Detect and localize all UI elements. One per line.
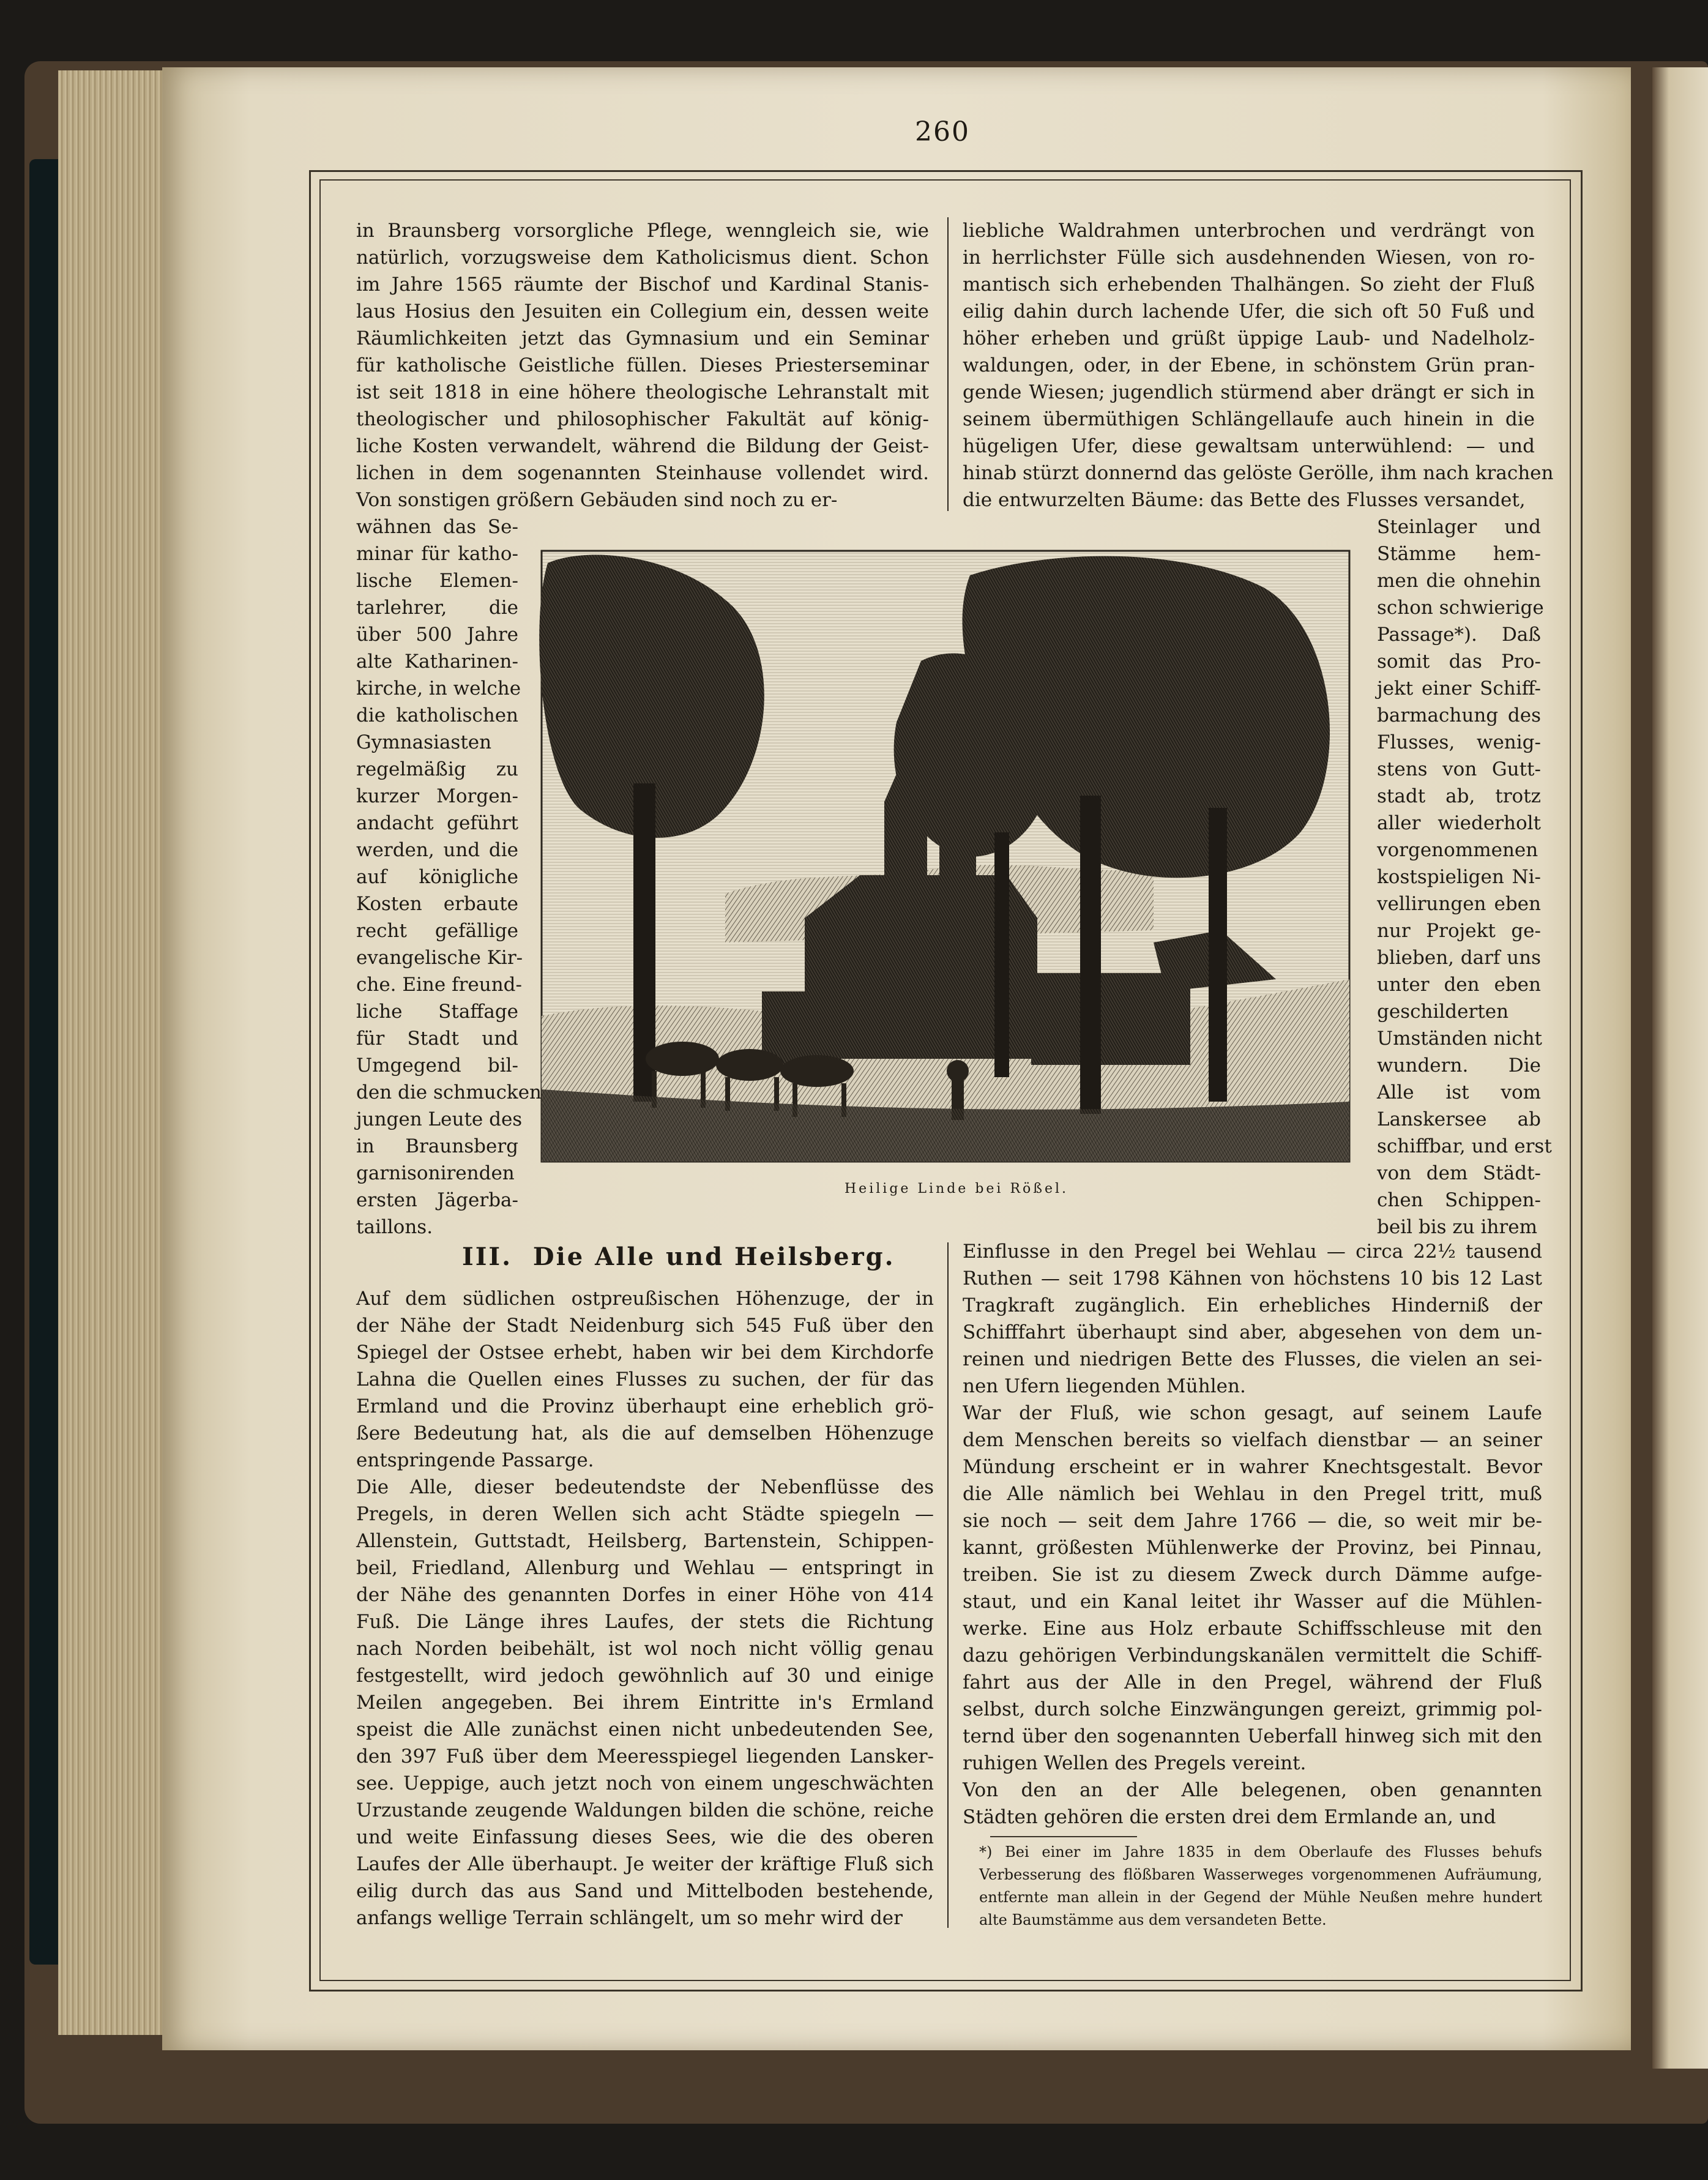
right-column-bottom-line: kannt, größesten Mühlenwerke der Provinz, bei Pinnau, — [963, 1537, 1542, 1559]
right-narrow-line: Stämme hem- — [1377, 543, 1541, 565]
right-column-bottom-line: Schifffahrt überhaupt sind aber, abgesehen von dem un- — [963, 1321, 1542, 1343]
right-column-bottom-line: Einflusse in den Pregel bei Wehlau — circa 22½ tausend — [963, 1241, 1542, 1263]
right-narrow-line: chen Schippen- — [1377, 1189, 1541, 1211]
left-column-bottom-line: Die Alle, dieser bedeutendste der Nebenflüsse des — [356, 1476, 934, 1498]
left-narrow-line: minar für katho- — [356, 543, 518, 565]
right-narrow-line: Steinlager und — [1377, 516, 1541, 538]
left-column-bottom-line: und weite Einfassung dieses Sees, wie die des oberen — [356, 1826, 934, 1848]
footnote-rule — [990, 1836, 1137, 1837]
footnote-line: Verbesserung des flößbaren Wasserweges vorgenommenen Aufräumung, — [979, 1866, 1542, 1883]
right-narrow-line: beil bis zu ihrem — [1377, 1216, 1537, 1238]
column-rule-top — [947, 217, 949, 511]
left-column-top-line: theologischer und philosophischer Fakultät auf könig- — [356, 408, 929, 430]
right-narrow-line: men die ohnehin — [1377, 570, 1541, 592]
right-column-top-line: höher erheben und grüßt üppige Laub- und Nadelholz- — [963, 327, 1535, 349]
left-narrow-line: in Braunsberg — [356, 1135, 518, 1157]
left-narrow-line: liche Staffage — [356, 1001, 518, 1023]
right-narrow-line: unter den eben — [1377, 974, 1541, 996]
left-narrow-line: Kosten erbaute — [356, 893, 518, 915]
left-column-top-line: lichen in dem sogenannten Steinhause vollendet wird. — [356, 462, 929, 484]
left-narrow-line: wähnen das Se- — [356, 516, 518, 538]
left-narrow-line: auf königliche — [356, 866, 518, 888]
right-narrow-line: vellirungen eben — [1377, 893, 1541, 915]
left-column-bottom-line: anfangs wellige Terrain schlängelt, um so mehr wird der — [356, 1907, 903, 1929]
left-narrow-line: werden, und die — [356, 839, 518, 861]
right-column-bottom-line: Ruthen — seit 1798 Kähnen von höchstens 10 bis 12 Last — [963, 1267, 1542, 1290]
left-narrow-line: evangelische Kir- — [356, 947, 523, 969]
left-column-bottom-line: festgestellt, wird jedoch gewöhnlich auf 30 und einige — [356, 1665, 934, 1687]
left-narrow-line: Gymnasiasten — [356, 731, 492, 753]
left-column-bottom-line: ßere Bedeutung hat, als die auf demselben Höhenzuge — [356, 1422, 934, 1444]
left-narrow-line: andacht geführt — [356, 812, 518, 834]
left-column-bottom-line: Spiegel der Ostsee erhebt, haben wir bei dem Kirchdorfe — [356, 1342, 934, 1364]
left-narrow-line: die katholischen — [356, 704, 518, 726]
right-column-bottom-line: staut, und ein Kanal leitet ihr Wasser auf die Mühlen- — [963, 1591, 1542, 1613]
right-column-bottom-line: selbst, durch solche Einzwängungen gereizt, grimmig pol- — [963, 1698, 1542, 1720]
left-narrow-line: garnisonirenden — [356, 1162, 515, 1184]
left-narrow-line: alte Katharinen- — [356, 651, 518, 673]
right-narrow-line: kostspieligen Ni- — [1377, 866, 1541, 888]
left-narrow-line: regelmäßig zu — [356, 758, 518, 780]
right-column-top-line: gende Wiesen; jugendlich stürmend aber drängt er sich in — [963, 381, 1535, 403]
left-column-bottom-line: der Nähe der Stadt Neidenburg sich 545 Fuß über den — [356, 1315, 934, 1337]
right-narrow-line: nur Projekt ge- — [1377, 920, 1541, 942]
right-column-bottom-line: ruhigen Wellen des Pregels vereint. — [963, 1752, 1307, 1774]
left-narrow-line: über 500 Jahre — [356, 624, 518, 646]
right-column-bottom-line: Städten gehören die ersten drei dem Ermlande an, und — [963, 1806, 1496, 1828]
left-narrow-line: für Stadt und — [356, 1028, 518, 1050]
right-column-bottom-line: die Alle nämlich bei Wehlau in den Pregel tritt, muß — [963, 1483, 1542, 1505]
left-column-bottom-line: der Nähe des genannten Dorfes in einer Höhe von 414 — [356, 1584, 934, 1606]
left-column-bottom-line: Urzustande zeugende Waldungen bilden die schöne, reiche — [356, 1799, 934, 1821]
right-narrow-line: somit das Pro- — [1377, 651, 1541, 673]
right-column-bottom-line: Von den an der Alle belegenen, oben genannten — [963, 1779, 1542, 1801]
left-column-bottom-line: speist die Alle zunächst einen nicht unbedeutenden See, — [356, 1719, 934, 1741]
right-column-top-line: in herrlichster Fülle sich ausdehnenden Wiesen, von ro- — [963, 247, 1535, 269]
left-column-bottom-line: entspringende Passarge. — [356, 1449, 594, 1471]
right-column-top-line: die entwurzelten Bäume: das Bette des Flusses versandet, — [963, 489, 1526, 511]
right-column-bottom-line: dem Menschen bereits so vielfach dienstbar — an seiner — [963, 1429, 1542, 1451]
section-heading — [462, 1242, 895, 1271]
right-narrow-line: stadt ab, trotz — [1377, 785, 1541, 807]
right-column-bottom-line: War der Fluß, wie schon gesagt, auf seinem Laufe — [963, 1402, 1542, 1424]
right-narrow-line: blieben, darf uns — [1377, 947, 1541, 969]
right-column-bottom-line: fahrt aus der Alle in den Pregel, während der Fluß — [963, 1671, 1542, 1693]
left-column-bottom-line: Fuß. Die Länge ihres Laufes, der stets die Richtung — [356, 1611, 934, 1633]
left-column-bottom-line: see. Ueppige, auch jetzt noch von einem ungeschwächten — [356, 1772, 934, 1794]
left-column-top-line: ist seit 1818 in eine höhere theologische Lehranstalt mit — [356, 381, 929, 403]
right-column-top-line: mantisch sich erhebenden Thalhängen. So zieht der Fluß — [963, 274, 1535, 296]
left-column-top-line: für katholische Geistliche füllen. Dieses Priesterseminar — [356, 354, 929, 376]
left-column-top-line: liche Kosten verwandelt, während die Bildung der Geist- — [356, 435, 929, 457]
left-column-bottom-line: eilig durch das aus Sand und Mittelboden bestehende, — [356, 1880, 934, 1902]
right-column-top-line: hügeligen Ufer, diese gewaltsam unterwühlend: — und — [963, 435, 1535, 457]
footnote-line: entfernte man allein in der Gegend der Mühle Neußen mehre hundert — [979, 1889, 1542, 1906]
right-column-bottom-line: ternd über den sogenannten Ueberfall hinweg sich mit den — [963, 1725, 1542, 1747]
right-narrow-line: barmachung des — [1377, 704, 1541, 726]
left-narrow-line: che. Eine freund- — [356, 974, 522, 996]
left-column-bottom-line: beil, Friedland, Allenburg und Wehlau — entspringt in — [356, 1557, 934, 1579]
illustration-caption: Heilige Linde bei Rößel. — [845, 1181, 1069, 1196]
right-narrow-line: vorgenommenen — [1377, 839, 1538, 861]
right-narrow-line: Flusses, wenig- — [1377, 731, 1541, 753]
right-column-top-line: hinab stürzt donnernd das gelöste Gerölle, ihm nach krachen — [963, 462, 1554, 484]
right-narrow-line: Alle ist vom — [1377, 1081, 1541, 1103]
right-column-top-line: seinem übermüthigen Schlängellaufe auch hinein in die — [963, 408, 1535, 430]
page-number: 260 — [915, 116, 970, 147]
left-narrow-line: kurzer Morgen- — [356, 785, 518, 807]
right-column-bottom-line: nen Ufern liegenden Mühlen. — [963, 1375, 1246, 1397]
column-rule-bottom — [947, 1242, 949, 1928]
right-column-bottom-line: werke. Eine aus Holz erbaute Schiffsschleuse mit den — [963, 1618, 1542, 1640]
left-column-top-line: Räumlichkeiten jetzt das Gymnasium und ein Seminar — [356, 327, 929, 349]
left-narrow-line: ersten Jägerba- — [356, 1189, 518, 1211]
footnote-line: alte Baumstämme aus dem versandeten Bette. — [979, 1911, 1327, 1928]
right-narrow-line: jekt einer Schiff- — [1377, 678, 1541, 700]
section-title: Die Alle und Heilsberg. — [532, 1242, 895, 1271]
right-narrow-line: stens von Gutt- — [1377, 758, 1541, 780]
right-narrow-line: schon schwierige — [1377, 597, 1544, 619]
left-column-bottom-line: Pregels, in deren Wellen sich acht Städte spiegeln — — [356, 1503, 934, 1525]
left-narrow-line: recht gefällige — [356, 920, 518, 942]
left-column-bottom-line: Lahna die Quellen eines Flusses zu suchen, der für das — [356, 1368, 934, 1390]
left-narrow-line: taillons. — [356, 1216, 433, 1238]
footnote-line: *) Bei einer im Jahre 1835 in dem Oberlaufe des Flusses behufs — [979, 1843, 1542, 1861]
right-narrow-line: Umständen nicht — [1377, 1028, 1543, 1050]
left-narrow-line: jungen Leute des — [356, 1108, 523, 1130]
left-column-top-line: Von sonstigen größern Gebäuden sind noch zu er- — [356, 489, 838, 511]
right-column-top-line: eilig dahin durch lachende Ufer, die sich oft 50 Fuß und — [963, 300, 1535, 323]
left-column-bottom-line: Auf dem südlichen ostpreußischen Höhenzuge, der in — [356, 1288, 934, 1310]
left-narrow-line: tarlehrer, die — [356, 597, 518, 619]
left-column-bottom-line: Meilen angegeben. Bei ihrem Eintritte in's Ermland — [356, 1692, 934, 1714]
right-column-top-line: liebliche Waldrahmen unterbrochen und verdrängt von — [963, 220, 1535, 242]
left-narrow-line: kirche, in welche — [356, 678, 521, 700]
left-column-bottom-line: Ermland und die Provinz überhaupt eine erheblich grö- — [356, 1395, 934, 1417]
left-column-top-line: in Braunsberg vorsorgliche Pflege, wenngleich sie, wie — [356, 220, 929, 242]
left-column-top-line: im Jahre 1565 räumte der Bischof und Kardinal Stanis- — [356, 274, 929, 296]
left-column-bottom-line: Laufes der Alle überhaupt. Je weiter der kräftige Fluß sich — [356, 1853, 934, 1875]
left-column-top-line: natürlich, vorzugsweise dem Katholicismus dient. Schon — [356, 247, 929, 269]
right-narrow-line: schiffbar, und erst — [1377, 1135, 1552, 1157]
section-number: III. — [462, 1242, 513, 1271]
right-column-bottom-line: sie noch — seit dem Jahre 1766 — die, so weit mir be- — [963, 1510, 1542, 1532]
right-column-bottom-line: reinen und niedrigen Bette des Flusses, die vielen an sei- — [963, 1348, 1542, 1370]
right-narrow-line: wundern. Die — [1377, 1055, 1541, 1077]
left-narrow-line: Umgegend bil- — [356, 1055, 518, 1077]
right-column-top-line: waldungen, oder, in der Ebene, in schönstem Grün pran- — [963, 354, 1535, 376]
next-page-edge — [1652, 67, 1708, 2069]
right-narrow-line: aller wiederholt — [1377, 812, 1541, 834]
right-column-bottom-line: Mündung erscheint er in wahrer Knechtsgestalt. Bevor — [963, 1456, 1542, 1478]
right-column-bottom-line: Tragkraft zugänglich. Ein erhebliches Hinderniß der — [963, 1294, 1542, 1316]
left-column-bottom-line: nach Norden beibehält, ist wol noch nicht völlig genau — [356, 1638, 934, 1660]
left-narrow-line: den die schmucken — [356, 1081, 542, 1103]
right-narrow-line: geschilderten — [1377, 1001, 1509, 1023]
right-narrow-line: Lanskersee ab — [1377, 1108, 1541, 1130]
right-column-bottom-line: dazu gehörigen Verbindungskanälen vermittelt die Schiff- — [963, 1644, 1542, 1667]
right-column-bottom-line: treiben. Sie ist zu diesem Zweck durch Dämme aufge- — [963, 1564, 1542, 1586]
left-column-top-line: laus Hosius den Jesuiten ein Collegium ein, dessen weite — [356, 300, 929, 323]
left-column-bottom-line: den 397 Fuß über dem Meeresspiegel liegenden Lansker- — [356, 1745, 934, 1768]
right-narrow-line: Passage*). Daß — [1377, 624, 1541, 646]
left-column-bottom-line: Allenstein, Guttstadt, Heilsberg, Bartenstein, Schippen- — [356, 1530, 934, 1552]
right-narrow-line: von dem Städt- — [1377, 1162, 1541, 1184]
engraving-church-landscape-icon — [542, 551, 1349, 1162]
left-narrow-line: lische Elemen- — [356, 570, 518, 592]
